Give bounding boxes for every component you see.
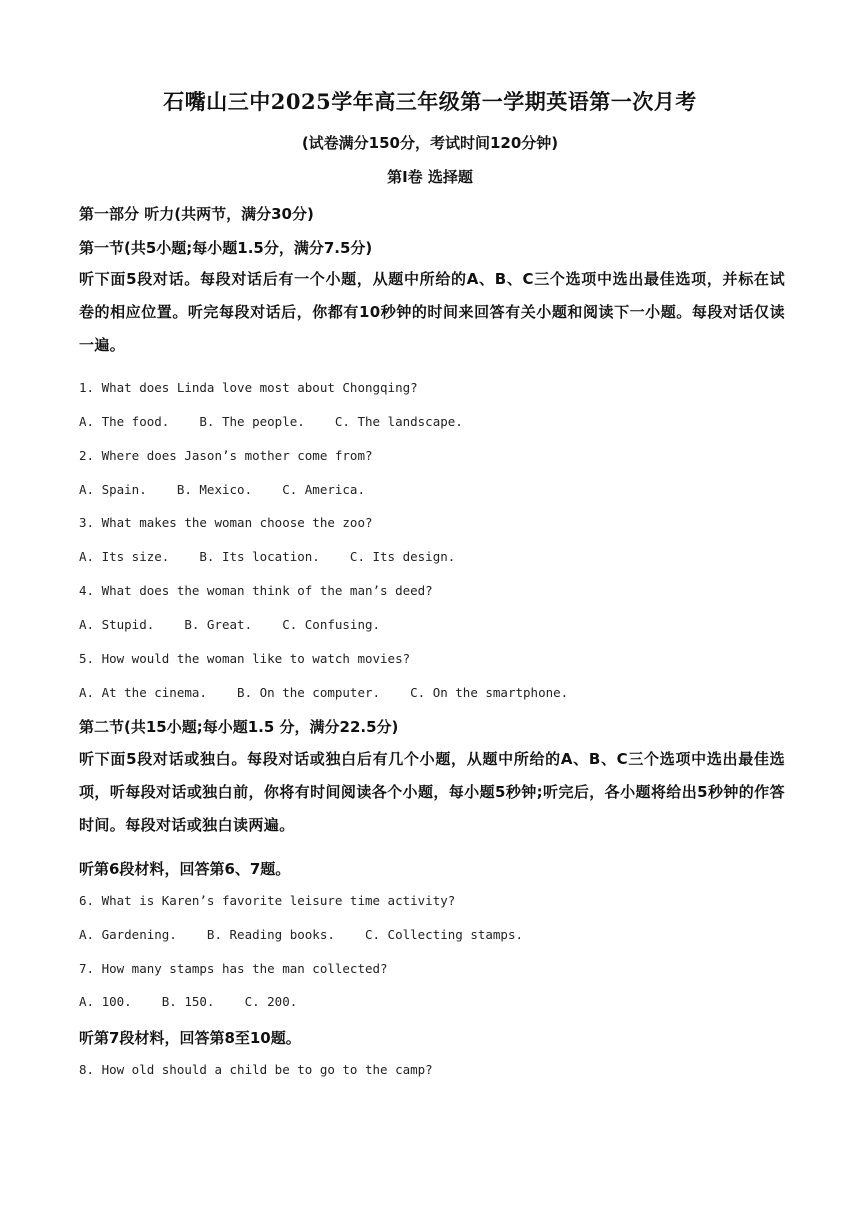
question-6-options: A. Gardening. B. Reading books. C. Collecting stamps. bbox=[79, 927, 524, 942]
question-7: 7. How many stamps has the man collected? bbox=[79, 961, 388, 976]
question-7-options: A. 100. B. 150. C. 200. bbox=[79, 994, 298, 1009]
exam-subtitle: (试卷满分150分，考试时间120分钟) bbox=[301, 134, 559, 152]
question-1: 1. What does Linda love most about Chongqing? bbox=[79, 380, 418, 395]
material-7-heading: 听第7段材料，回答第8至10题。 bbox=[79, 1029, 301, 1047]
question-6: 6. What is Karen’s favorite leisure time activity? bbox=[79, 893, 456, 908]
question-5-options: A. At the cinema. B. On the computer. C. On the smartphone. bbox=[79, 685, 569, 700]
section2-heading: 第二节(共15小题;每小题1.5 分，满分22.5分) bbox=[79, 718, 399, 736]
section1-instructions: 听下面5段对话。每段对话后有一个小题，从题中所给的A、B、C三个选项中选出最佳选项，并标在试卷的相应位置。听完每段对话后，你都有10秒钟的时间来回答有关小题和阅读下一小题。每段对话仅读一遍。 bbox=[79, 270, 785, 354]
question-2: 2. Where does Jason’s mother come from? bbox=[79, 448, 373, 463]
question-4-options: A. Stupid. B. Great. C. Confusing. bbox=[79, 617, 381, 632]
question-1-options: A. The food. B. The people. C. The landscape. bbox=[79, 414, 463, 429]
section1-heading: 第一节(共5小题;每小题1.5分，满分7.5分) bbox=[79, 239, 373, 257]
volume-heading: 第Ⅰ卷 选择题 bbox=[387, 168, 473, 186]
question-3-options: A. Its size. B. Its location. C. Its design. bbox=[79, 549, 456, 564]
material-6-heading: 听第6段材料，回答第6、7题。 bbox=[79, 860, 291, 878]
exam-title: 石嘴山三中2025学年高三年级第一学期英语第一次月考 bbox=[163, 89, 697, 114]
part1-heading: 第一部分 听力(共两节，满分30分) bbox=[79, 205, 314, 223]
question-8: 8. How old should a child be to go to the camp? bbox=[79, 1062, 433, 1077]
section2-instructions: 听下面5段对话或独白。每段对话或独白后有几个小题，从题中所给的A、B、C三个选项中选出最佳选项，听每段对话或独白前，你将有时间阅读各个小题，每小题5秒钟;听完后，各小题将给出5秒钟的作答时间。每段对话或独白读两遍。 bbox=[79, 750, 785, 834]
question-3: 3. What makes the woman choose the zoo? bbox=[79, 515, 373, 530]
question-5: 5. How would the woman like to watch movies? bbox=[79, 651, 411, 666]
question-2-options: A. Spain. B. Mexico. C. America. bbox=[79, 482, 365, 497]
question-4: 4. What does the woman think of the man’s deed? bbox=[79, 583, 433, 598]
